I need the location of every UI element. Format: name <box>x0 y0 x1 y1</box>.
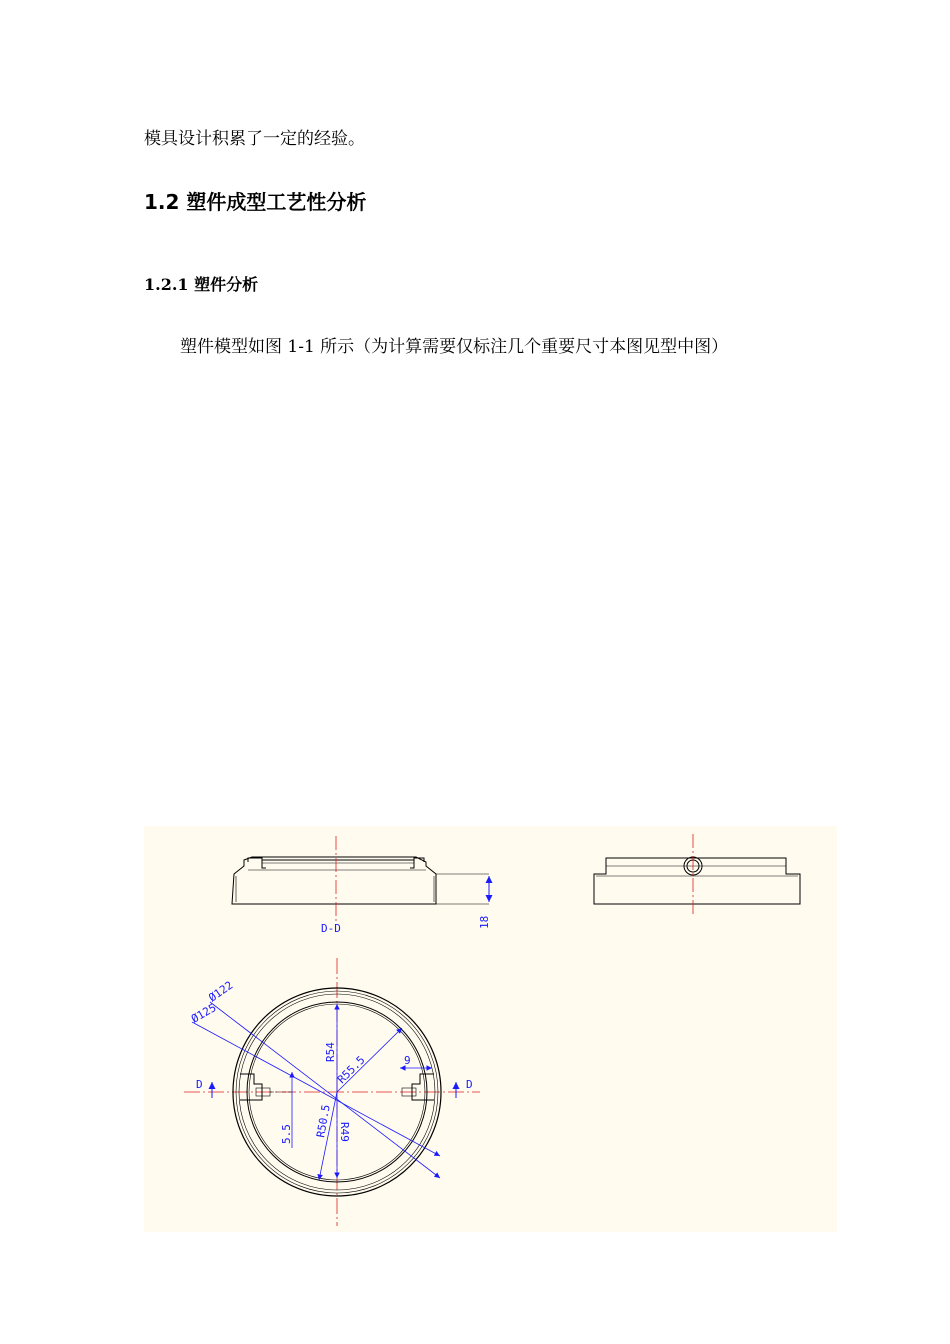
section-heading: 1.2 塑件成型工艺性分析 <box>144 190 367 214</box>
dim-r49: R49 <box>338 1122 351 1142</box>
dim-r50-5: R50.5 <box>314 1103 333 1139</box>
dim-d122: Ø122 <box>206 978 236 1005</box>
cut-label-right: D <box>466 1078 473 1091</box>
plan-view <box>184 958 480 1226</box>
dim-r54: R54 <box>324 1042 337 1062</box>
dim-nine: 9 <box>404 1054 411 1067</box>
section-view-dd <box>232 857 489 904</box>
dim-five-five: 5.5 <box>280 1124 293 1144</box>
intro-paragraph-tail: 模具设计积累了一定的经验。 <box>144 129 365 149</box>
dim-r55-5: R55.5 <box>334 1053 368 1087</box>
body-paragraph: 塑件模型如图 1-1 所示（为计算需要仅标注几个重要尺寸本图见型中图） <box>180 337 729 357</box>
subsection-heading: 1.2.1 塑件分析 <box>144 275 259 294</box>
dim-d125: Ø125 <box>189 1001 219 1026</box>
cad-drawing <box>144 826 837 1232</box>
cad-drawing-figure <box>144 826 837 1232</box>
section-label: D-D <box>321 922 341 935</box>
side-view <box>594 857 800 904</box>
cut-label-left: D <box>196 1078 203 1091</box>
height-dimension-label: 18 <box>478 915 491 929</box>
